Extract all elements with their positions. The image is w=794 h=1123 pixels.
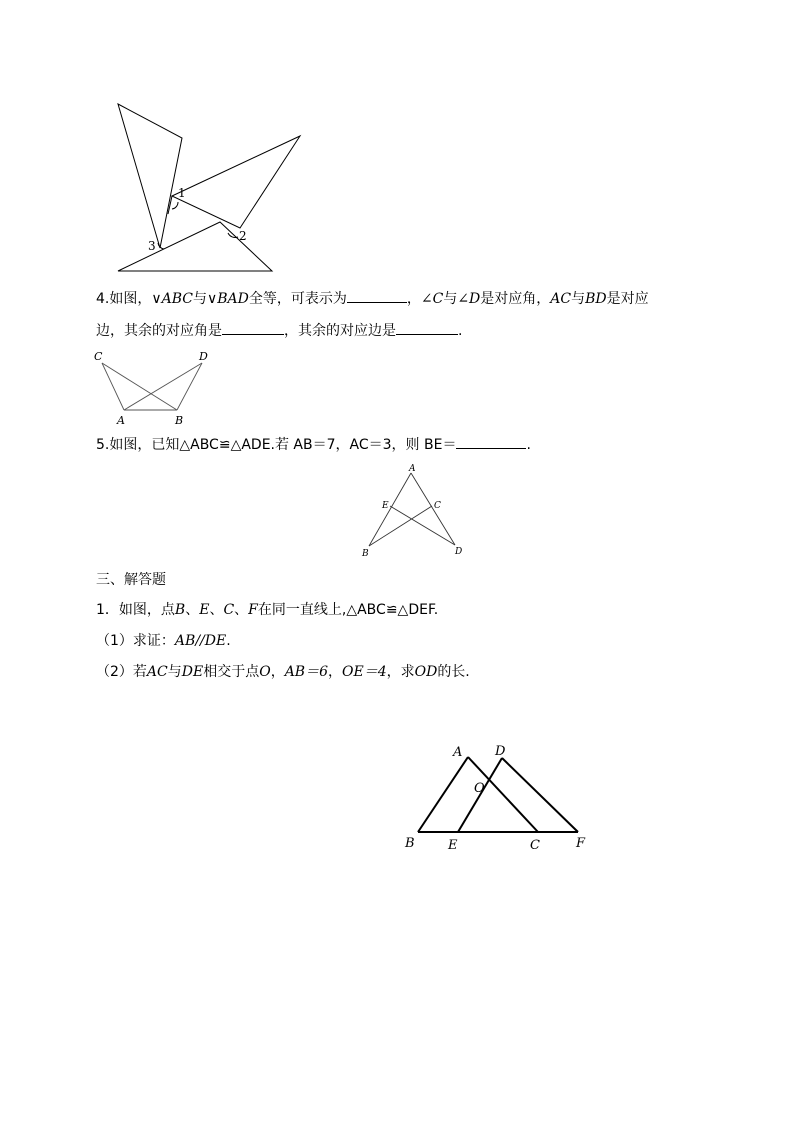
q4-answer-blank-2[interactable] [222, 320, 284, 335]
triangle-right [172, 136, 300, 228]
triangle-bottom [118, 222, 272, 271]
problem1-part1: （1）求证：AB//DE. [96, 633, 231, 649]
label-C: C [434, 501, 441, 511]
label-O: O [474, 781, 485, 796]
label-A: A [453, 745, 463, 760]
figure-triangles-angles [100, 95, 310, 280]
figure-q5 [355, 460, 470, 560]
q5-line: 5.如图，已知△ABC≌△ADE.若 AB＝7，AC＝3，则 BE＝ . [96, 434, 531, 455]
label-A: A [117, 414, 125, 427]
figure-q4 [90, 345, 220, 430]
segment-DF [502, 758, 578, 832]
q4-answer-blank-3[interactable] [396, 320, 458, 335]
label-A: A [409, 464, 416, 474]
q4-answer-blank-1[interactable] [347, 288, 407, 303]
label-D: D [455, 547, 463, 557]
q4-line2: 边，其余的对应角是 ，其余的对应边是 . [96, 320, 462, 341]
problem1-part2: （2）若AC与DE相交于点O，AB＝6，OE＝4，求OD的长. [96, 664, 470, 680]
label-D: D [495, 744, 506, 759]
label-E: E [382, 501, 389, 511]
problem1-statement: 1．如图，点B、E、C、F在同一直线上,△ABC≌△DEF. [96, 602, 439, 618]
section-title: 三、解答题 [96, 572, 166, 588]
label-E: E [448, 838, 458, 853]
angle-label-3: 3 [148, 239, 156, 253]
label-B: B [175, 414, 184, 427]
label-C: C [530, 838, 540, 853]
label-B: B [362, 549, 369, 559]
label-D: D [199, 350, 208, 363]
angle-arc-1 [172, 202, 178, 209]
segment-AB [418, 757, 468, 832]
triangle-upper-left [118, 104, 182, 248]
angle-label-1: 1 [178, 186, 186, 200]
angle-label-2: 2 [239, 229, 247, 243]
q5-answer-blank[interactable] [456, 434, 526, 449]
label-F: F [576, 836, 586, 851]
q4-line1: 4.如图，∨ABC与∨BAD全等，可表示为 ，∠C与∠D是对应角，AC与BD是对应 [96, 288, 649, 309]
label-B: B [405, 836, 415, 851]
label-C: C [94, 350, 103, 363]
figure-problem1 [395, 735, 595, 855]
